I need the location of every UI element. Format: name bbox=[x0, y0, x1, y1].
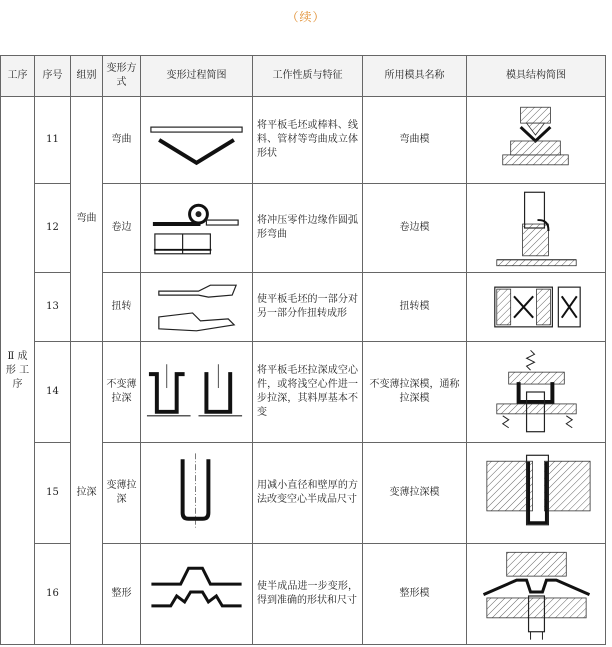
row-description: 使半成品进一步变形，得到准确的形状和尺寸 bbox=[253, 544, 363, 645]
twisting-die-sketch bbox=[467, 273, 606, 342]
table-header-row bbox=[1, 56, 606, 97]
header-process-sketch: 变形过程简图 bbox=[141, 56, 253, 97]
deep-drawing-die-sketch bbox=[467, 342, 606, 443]
row-description: 使平板毛坯的一部分对另一部分作扭转成形 bbox=[253, 273, 363, 342]
row-number: 12 bbox=[35, 184, 71, 273]
header-die-sketch: 模具结构简图 bbox=[467, 56, 606, 97]
bending-sketch bbox=[141, 97, 253, 184]
row-method: 变薄拉深 bbox=[103, 443, 141, 544]
row-method: 扭转 bbox=[103, 273, 141, 342]
row-number: 11 bbox=[35, 97, 71, 184]
group-bending: 弯曲 bbox=[71, 97, 103, 342]
row-method: 弯曲 bbox=[103, 97, 141, 184]
restriking-die-sketch bbox=[467, 544, 606, 645]
row-description: 将平板毛坯或棒料、线料、管材等弯曲成立体形状 bbox=[253, 97, 363, 184]
row-method: 不变薄拉深 bbox=[103, 342, 141, 443]
header-group: 组别 bbox=[71, 56, 103, 97]
ironing-die-sketch bbox=[467, 443, 606, 544]
row-number: 16 bbox=[35, 544, 71, 645]
row-die-name: 卷边模 bbox=[363, 184, 467, 273]
row-number: 15 bbox=[35, 443, 71, 544]
header-die-name: 所用模具名称 bbox=[363, 56, 467, 97]
row-description: 将冲压零件边缘作圆弧形弯曲 bbox=[253, 184, 363, 273]
ironing-sketch bbox=[141, 443, 253, 544]
row-die-name: 不变薄拉深模，通称拉深模 bbox=[363, 342, 467, 443]
row-die-name: 弯曲模 bbox=[363, 97, 467, 184]
stamping-process-table bbox=[0, 55, 606, 645]
row-description: 用减小直径和壁厚的方法改变空心半成品尺寸 bbox=[253, 443, 363, 544]
group-drawing: 拉深 bbox=[71, 342, 103, 645]
header-process: 工序 bbox=[1, 56, 35, 97]
row-method: 整形 bbox=[103, 544, 141, 645]
process-group-cell: Ⅱ 成形 工序 bbox=[1, 97, 35, 645]
restriking-sketch bbox=[141, 544, 253, 645]
row-number: 13 bbox=[35, 273, 71, 342]
row-die-name: 扭转模 bbox=[363, 273, 467, 342]
table-row bbox=[1, 97, 606, 184]
header-number: 序号 bbox=[35, 56, 71, 97]
table-row bbox=[1, 342, 606, 443]
deep-drawing-sketch bbox=[141, 342, 253, 443]
row-number: 14 bbox=[35, 342, 71, 443]
row-die-name: 变薄拉深模 bbox=[363, 443, 467, 544]
curling-die-sketch bbox=[467, 184, 606, 273]
curling-sketch bbox=[141, 184, 253, 273]
bending-die-sketch bbox=[467, 97, 606, 184]
twisting-sketch bbox=[141, 273, 253, 342]
row-die-name: 整形模 bbox=[363, 544, 467, 645]
header-method: 变形方式 bbox=[103, 56, 141, 97]
row-description: 将平板毛坯拉深成空心件，或将浅空心件进一步拉深，其料厚基本不变 bbox=[253, 342, 363, 443]
continued-caption: （续） bbox=[286, 10, 326, 24]
row-method: 卷边 bbox=[103, 184, 141, 273]
header-characteristics: 工作性质与特征 bbox=[253, 56, 363, 97]
